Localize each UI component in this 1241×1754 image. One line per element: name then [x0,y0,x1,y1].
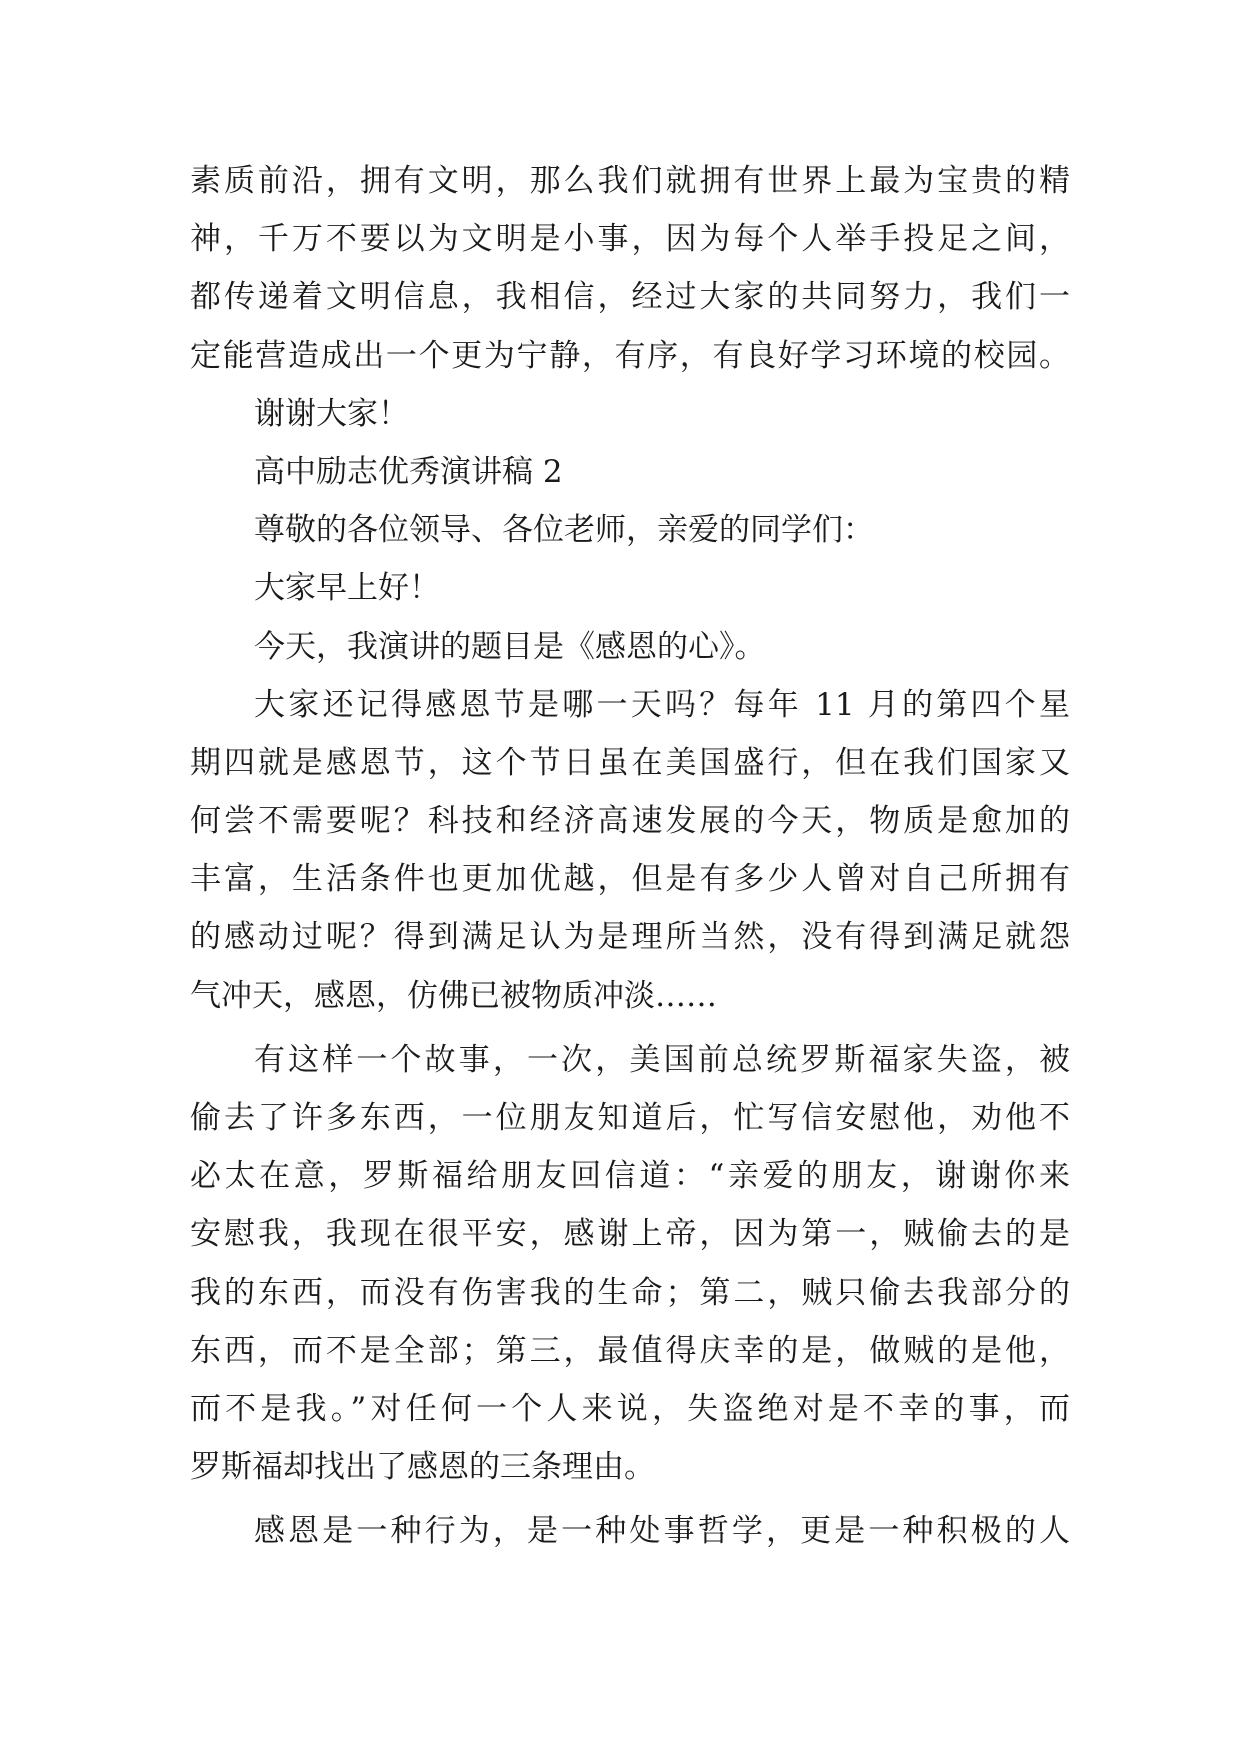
text-line: 而不是我。”对任何一个人来说，失盗绝对是不幸的事，而 [190,1390,1070,1427]
text-line: 有这样一个故事，一次，美国前总统罗斯福家失盗，被 [254,1041,1070,1078]
topic-line: 今天，我演讲的题目是《感恩的心》。 [254,628,766,665]
text-line: 丰富，生活条件也更加优越，但是有多少人曾对自己所拥有 [190,861,1070,898]
text-line: 的感动过呢？得到满足认为是理所当然，没有得到满足就怨 [190,919,1070,956]
text-line: 大家还记得感恩节是哪一天吗？每年 11 月的第四个星 [254,686,1070,723]
text-line: 偷去了许多东西，一位朋友知道后，忙写信安慰他，劝他不 [190,1100,1070,1136]
text-line: 气冲天，感恩，仿佛已被物质冲淡…… [190,977,717,1014]
text-line: 素质前沿，拥有文明，那么我们就拥有世界上最为宝贵的精 [190,163,1070,199]
text-line: 定能营造成出一个更为宁静，有序，有良好学习环境的校园。 [190,337,1070,374]
text-line: 都传递着文明信息，我相信，经过大家的共同努力，我们一 [190,279,1070,316]
closing-line: 谢谢大家！ [254,395,409,432]
greeting-line: 大家早上好！ [254,570,440,607]
text-line: 期四就是感恩节，这个节日虽在美国盛行，但在我们国家又 [190,744,1070,781]
text-line: 我的东西，而没有伤害我的生命；第二，贼只偷去我部分的 [190,1274,1070,1311]
text-line: 神，千万不要以为文明是小事，因为每个人举手投足之间， [190,221,1070,258]
text-line: 罗斯福却找出了感恩的三条理由。 [190,1449,655,1486]
speech-title: 高中励志优秀演讲稿 2 [254,453,563,490]
text-line: 感恩是一种行为，是一种处事哲学，更是一种积极的人 [254,1513,1070,1550]
text-line: 东西，而不是全部；第三，最值得庆幸的是，做贼的是他， [190,1332,1070,1369]
text-line: 何尝不需要呢？科技和经济高速发展的今天，物质是愈加的 [190,803,1070,840]
salutation-line: 尊敬的各位领导、各位老师，亲爱的同学们： [254,512,874,549]
text-line: 必太在意，罗斯福给朋友回信道：“亲爱的朋友，谢谢你来 [190,1158,1070,1195]
document-body [190,152,1070,1561]
text-line: 安慰我，我现在很平安，感谢上帝，因为第一，贼偷去的是 [190,1216,1070,1253]
